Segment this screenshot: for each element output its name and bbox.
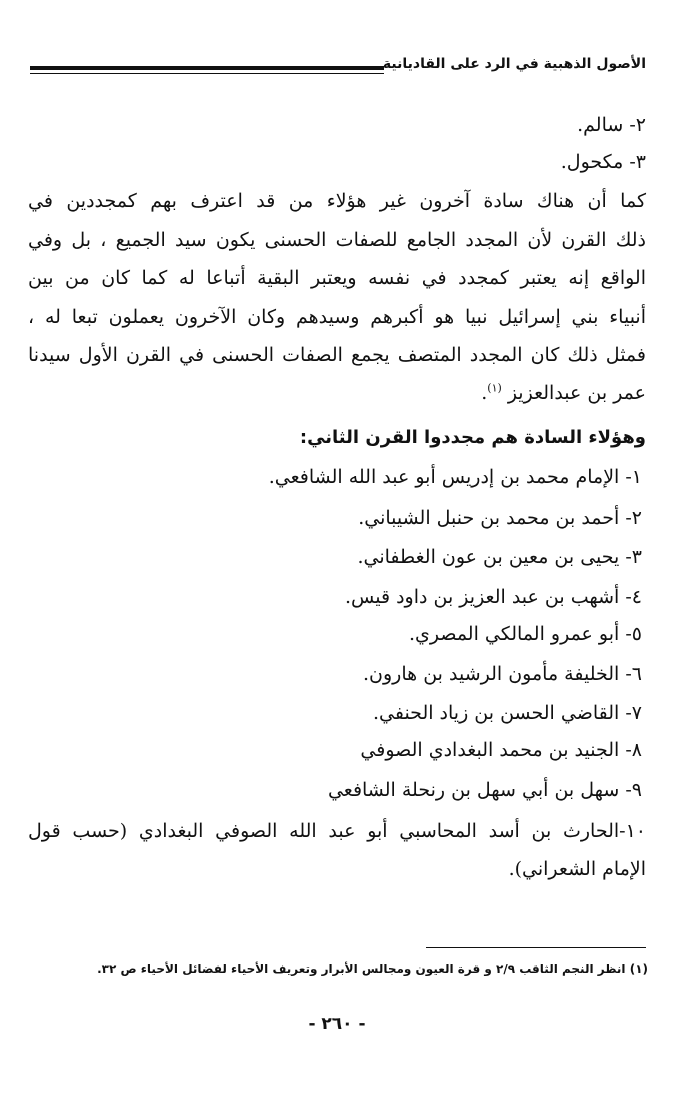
header-rule	[30, 66, 384, 74]
body-line: ٣- مكحول.	[560, 151, 646, 173]
body-line: ذلك القرن لأن المجدد الجامع للصفات الحسنى يكون سيد الجميع ، بل وفي	[28, 229, 646, 251]
footnote-reference: (١)	[487, 381, 502, 395]
list-item: ٩- سهل بن أبي سهل بن رنحلة الشافعي	[327, 779, 642, 801]
footnote-rule	[426, 947, 646, 948]
body-line-text: عمر بن عبدالعزيز	[507, 382, 646, 404]
page-number: - ٢٦٠ -	[308, 1014, 366, 1034]
body-line: كما أن هناك سادة آخرون غير هؤلاء من قد اعترف بهم كمجددين في	[28, 190, 646, 212]
list-item: ٤- أشهب بن عبد العزيز بن داود قيس.	[344, 586, 642, 608]
section-heading: وهؤلاء السادة هم مجددوا القرن الثاني:	[299, 427, 646, 448]
body-line: فمثل ذلك كان المجدد المتصف يجمع الصفات الحسنى في القرن الأول سيدنا	[28, 344, 646, 366]
list-item: ٥- أبو عمرو المالكي المصري.	[408, 623, 642, 645]
list-item: ٨- الجنيد بن محمد البغدادي الصوفي	[360, 739, 642, 761]
list-item: ٧- القاضي الحسن بن زياد الحنفي.	[372, 702, 642, 724]
list-item: ٢- أحمد بن محمد بن حنبل الشيباني.	[358, 507, 642, 529]
period: .	[481, 382, 488, 404]
running-header-title: الأصول الذهبية في الرد على القاديانية	[382, 56, 646, 72]
body-line: الواقع إنه يعتبر كمجدد في نفسه ويعتبر البقية أتباعا له كما كان من بين	[28, 267, 647, 289]
list-item: ١٠-الحارث بن أسد المحاسبي أبو عبد الله الصوفي البغدادي (حسب قول	[28, 820, 646, 842]
body-line: ٢- سالم.	[577, 114, 646, 136]
body-line: أنبياء بني إسرائيل نبيا هو أكبرهم وسيدهم وكان الآخرون يعملون تبعا له ،	[28, 306, 646, 328]
list-item-continuation: الإمام الشعراني).	[508, 858, 646, 880]
body-line-last	[28, 378, 646, 408]
list-item: ١- الإمام محمد بن إدريس أبو عبد الله الشافعي.	[268, 466, 642, 488]
list-item: ٣- يحيى بن معين بن عون الغطفاني.	[357, 546, 642, 568]
footnote: (١) انظر النجم الثاقب ٢/٩ و قرة العيون ومجالس الأبرار وتعريف الأحياء لفضائل الأحياء ص ٣٢.	[97, 962, 648, 976]
list-item: ٦- الخليفة مأمون الرشيد بن هارون.	[363, 663, 642, 685]
